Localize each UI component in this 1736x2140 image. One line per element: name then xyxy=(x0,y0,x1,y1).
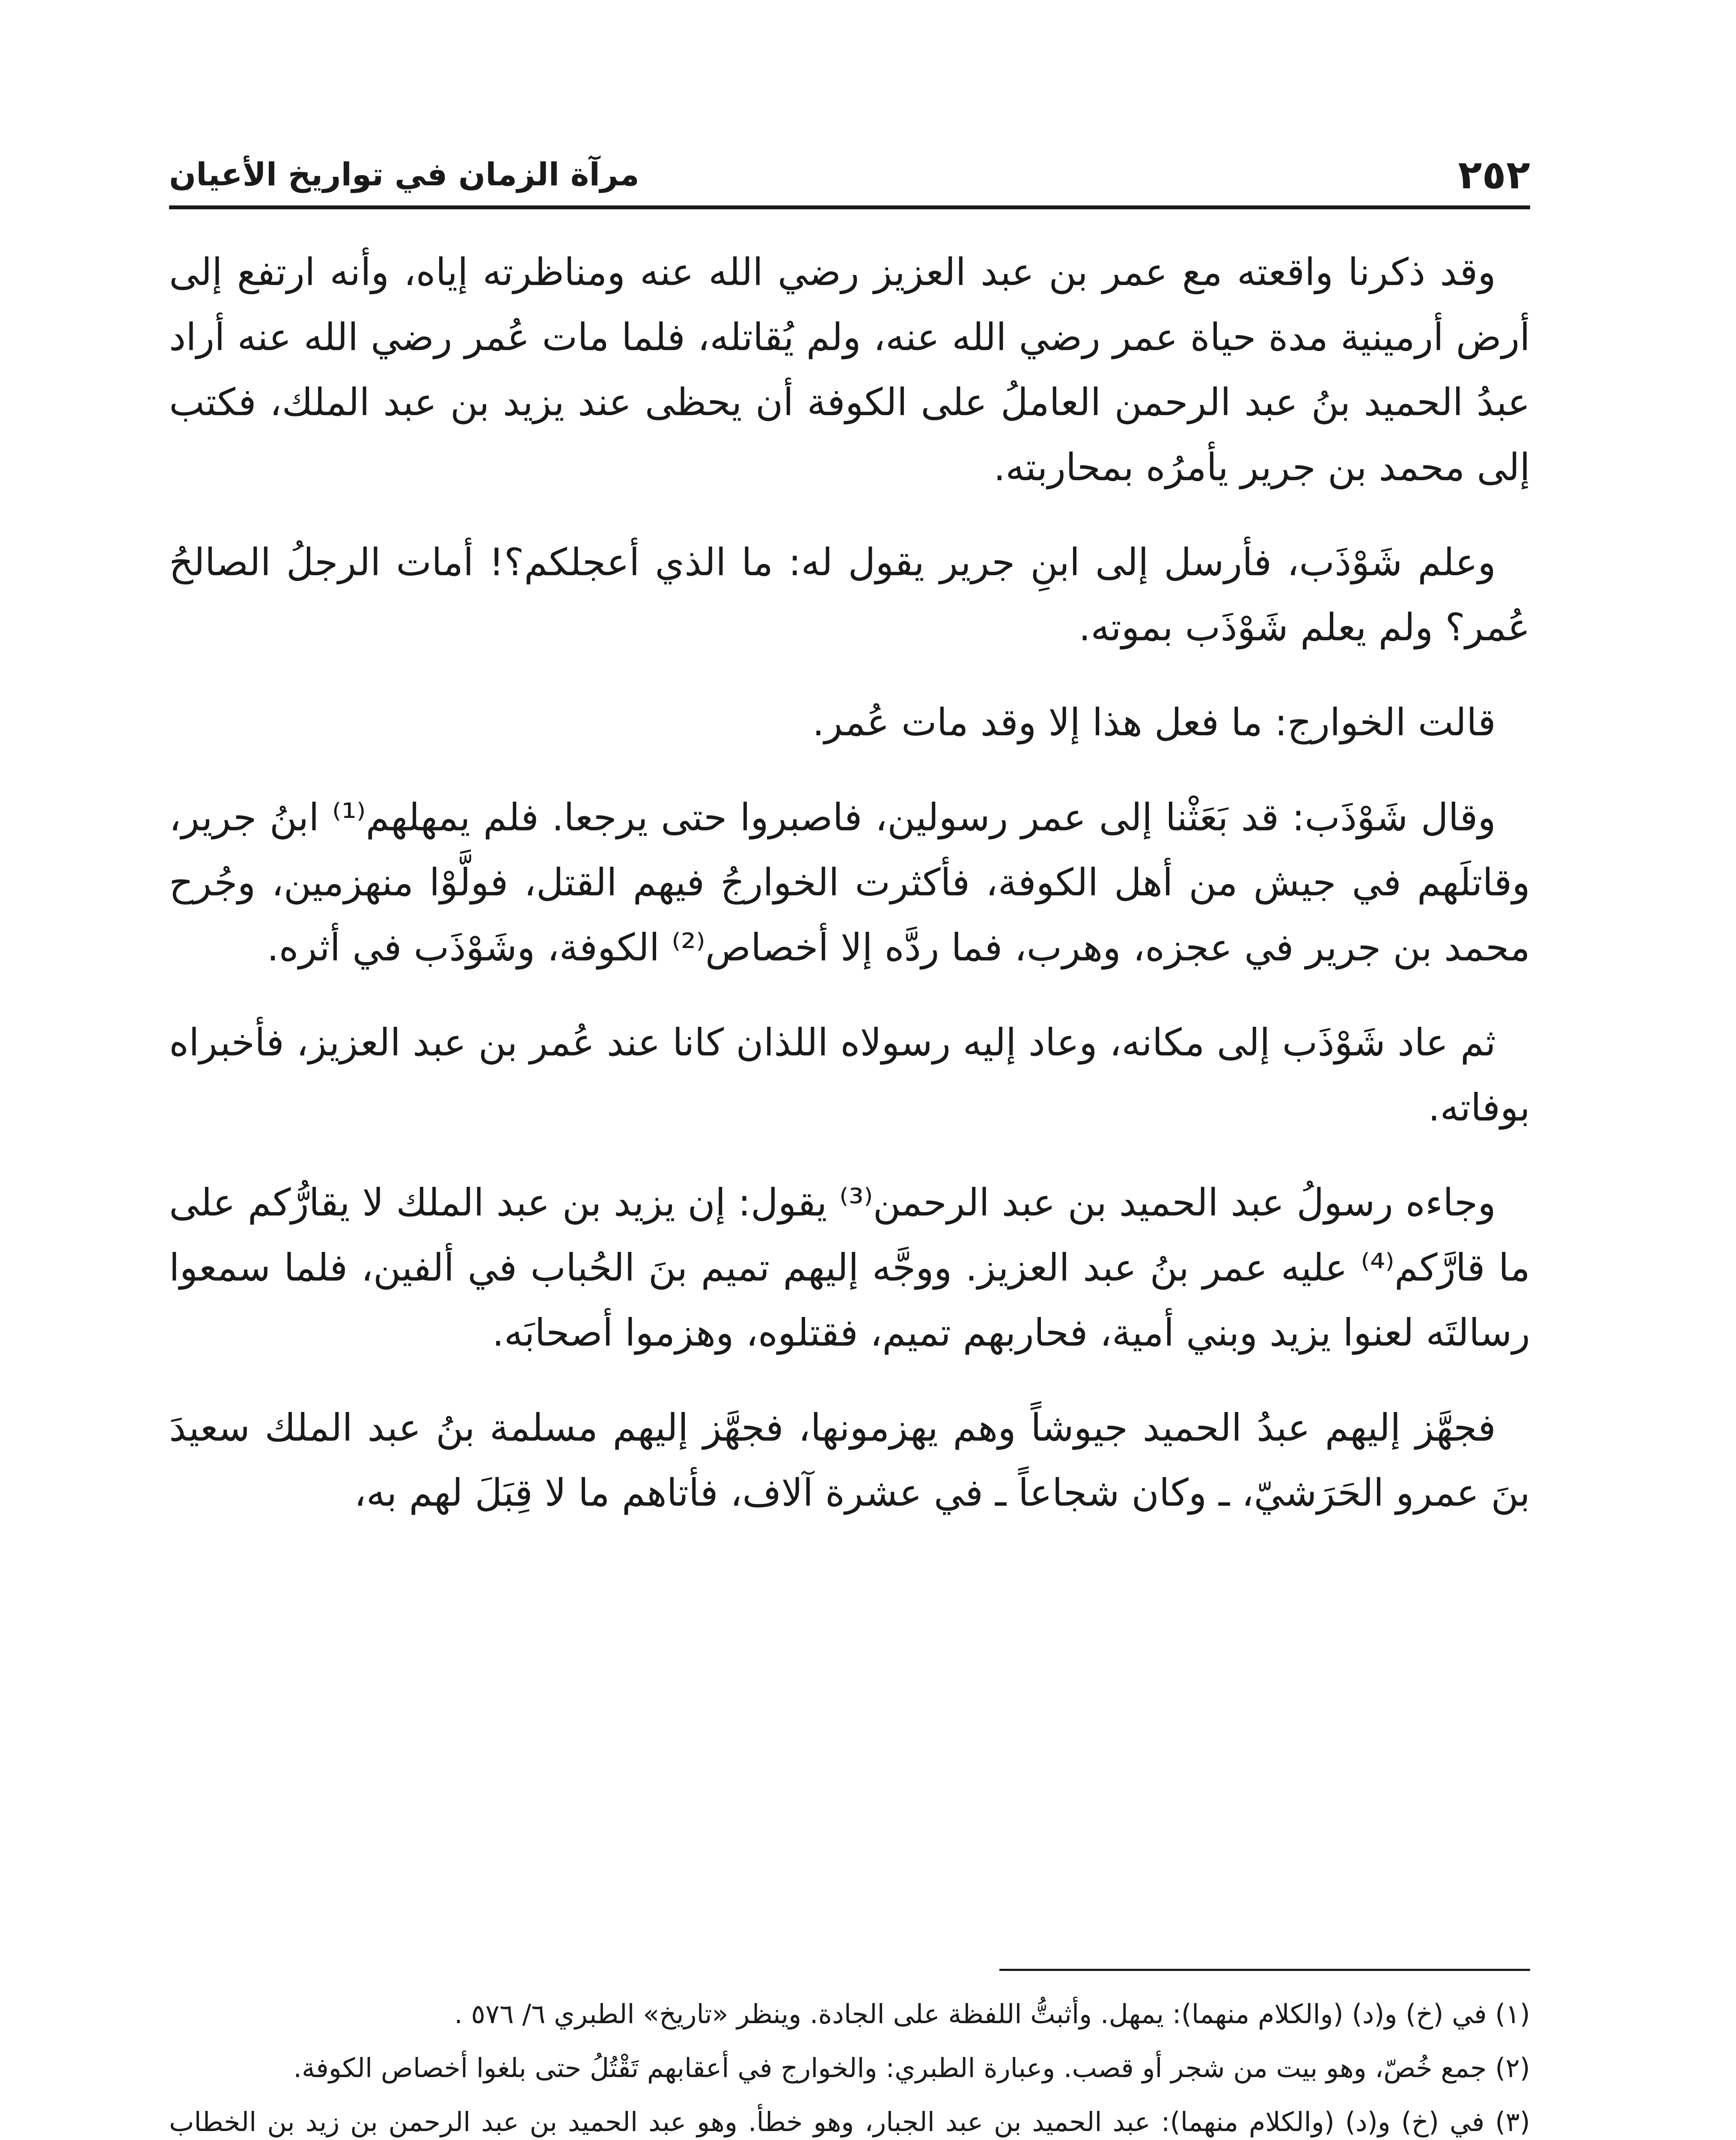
paragraph: ثم عاد شَوْذَب إلى مكانه، وعاد إليه رسولاه اللذان كانا عند عُمر بن عبد العزيز، فأخبراه بوفاته. xyxy=(169,1020,1530,1129)
footnote: (٢) جمع خُصّ، وهو بيت من شجر أو قصب. وعبارة الطبري: والخوارج في أعقابهم تَقْتُلُ حتى بلغوا أخصاص الكوفة. xyxy=(293,2052,1530,2084)
footnote-divider xyxy=(999,1969,1530,1971)
main-text xyxy=(169,240,1530,1555)
footnotes xyxy=(169,1990,1530,2140)
header-rule xyxy=(169,205,1530,209)
page-number: ٢٥٢ xyxy=(1458,152,1530,198)
paragraph: وجاءه رسولُ عبد الحميد بن عبد الرحمن⁽³⁾ يقول: إن يزيد بن عبد الملك لا يقارُّكم على ما قارَّكم⁽⁴⁾ عليه عمر بنُ عبد العزيز. ووجَّه إليهم تميم بنَ الحُباب في ألفين، فلما سمعوا رسالتَه لعنوا يزيد وبني أمية، فحاربهم تميم، فقتلوه، وهزموا أصحابَه. xyxy=(169,1180,1531,1355)
book-page xyxy=(169,0,1530,2140)
paragraph: قالت الخوارج: ما فعل هذا إلا وقد مات عُمر. xyxy=(812,700,1496,744)
paragraph: وقد ذكرنا واقعته مع عمر بن عبد العزيز رضي الله عنه ومناظرته إياه، وأنه ارتفع إلى أرض أرمينية مدة حياة عمر رضي الله عنه، ولم يُقاتله، فلما مات عُمر رضي الله عنه أراد عبدُ الحميد بنُ عبد الرحمن العاملُ على الكوفة أن يحظى عند يزيد بن عبد الملك، فكتب إلى محمد بن جرير يأمرُه بمحاربته. xyxy=(169,250,1530,489)
paragraph: فجهَّز إليهم عبدُ الحميد جيوشاً وهم يهزمونها، فجهَّز إليهم مسلمة بنُ عبد الملك سعيدَ بنَ عمرو الحَرَشيّ، ـ وكان شجاعاً ـ في عشرة آلاف، فأتاهم ما لا قِبَلَ لهم به، xyxy=(169,1406,1530,1515)
paragraph: وعلم شَوْذَب، فأرسل إلى ابنِ جرير يقول له: ما الذي أعجلكم؟! أمات الرجلُ الصالحُ عُمر؟ ولم يعلم شَوْذَب بموته. xyxy=(169,540,1530,649)
footnote: (١) في (خ) و(د) (والكلام منهما): يمهل. وأثبتُّ اللفظة على الجادة. وينظر «تاريخ» الطبري ٦/ ٥٧٦ . xyxy=(454,1998,1530,2030)
running-title: مرآة الزمان في تواريخ الأعيان xyxy=(169,156,639,193)
paragraph: وقال شَوْذَب: قد بَعَثْنا إلى عمر رسولين، فاصبروا حتى يرجعا. فلم يمهلهم⁽¹⁾ ابنُ جرير، وقاتلَهم في جيش من أهل الكوفة، فأكثرت الخوارجُ فيهم القتل، فولَّوْا منهزمين، وجُرح محمد بن جرير في عجزه، وهرب، فما ردَّه إلا أخصاص⁽²⁾ الكوفة، وشَوْذَب في أثره. xyxy=(169,795,1530,969)
page-header xyxy=(169,148,1530,212)
footnote: (٣) في (خ) و(د) (والكلام منهما): عبد الحميد بن عبد الجبار، وهو خطأ. وهو عبد الحميد بن عبد الرحمن بن زيد بن الخطاب xyxy=(169,2106,1530,2137)
